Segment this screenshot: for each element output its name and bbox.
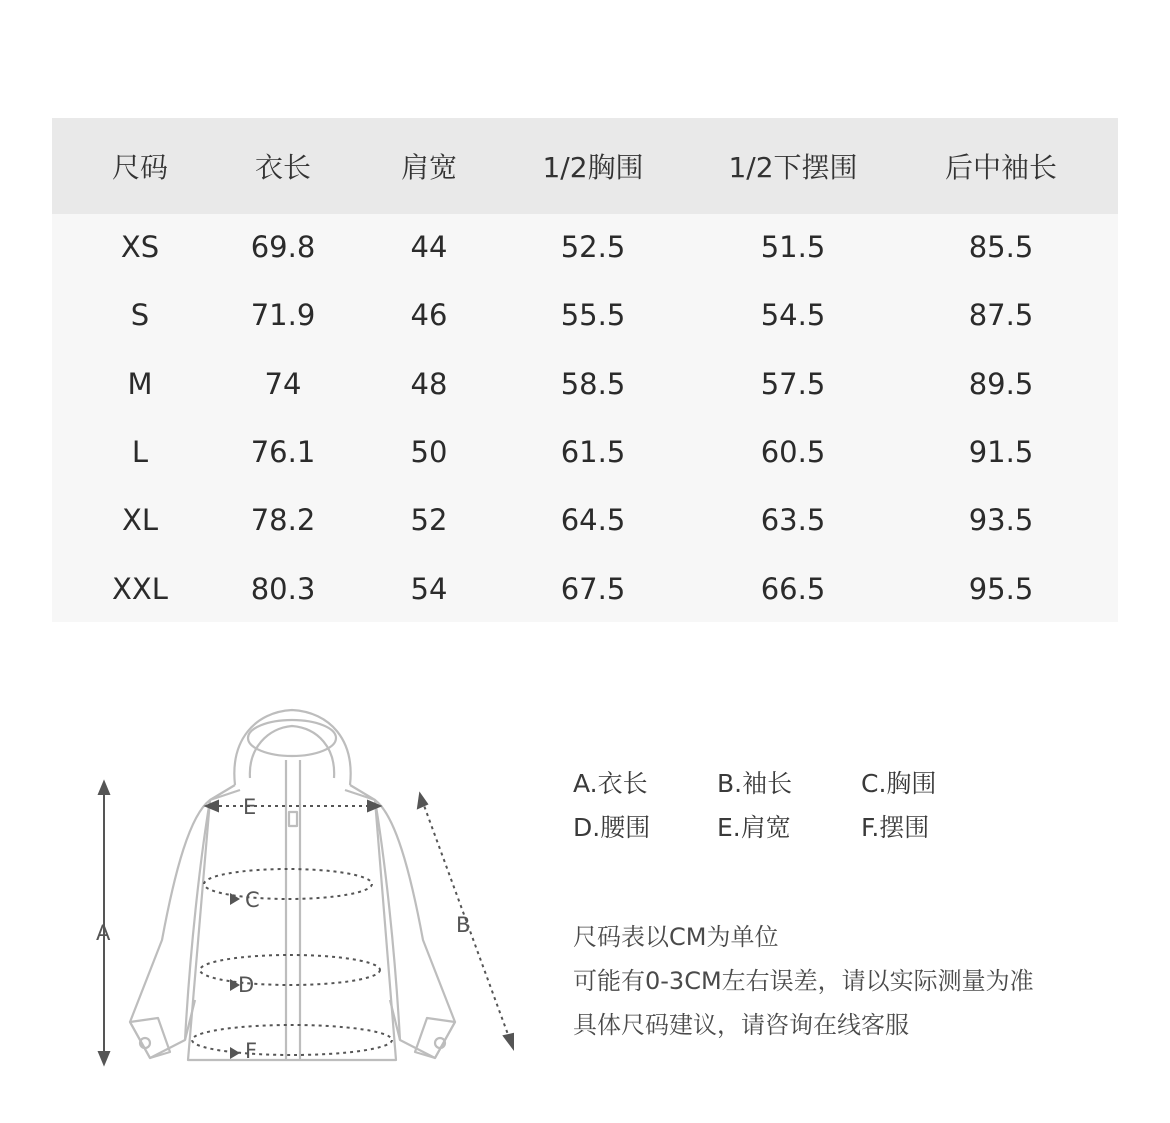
arrowhead-icon [504,1034,513,1048]
label-a: A [96,921,111,945]
label-b: B [456,913,471,937]
cell-half-chest: 58.5 [560,367,626,401]
cell-half-chest: 55.5 [560,298,626,332]
size-table-header [52,118,1118,214]
cell-length: 76.1 [250,435,316,469]
label-d: D [238,973,255,997]
note-tolerance: 可能有0-3CM左右误差，请以实际测量为准 [573,967,1034,995]
cell-half-chest: 64.5 [560,503,626,537]
cell-half-hem: 57.5 [760,367,826,401]
hem-ring [192,1025,392,1055]
legend-b: B.袖长 [717,769,793,798]
cell-shoulder: 50 [410,435,448,469]
cell-half-hem: 66.5 [760,572,826,606]
circumference-rings [192,869,392,1055]
cell-shoulder: 54 [410,572,448,606]
cell-half-hem: 60.5 [760,435,826,469]
cell-shoulder: 48 [410,367,448,401]
label-c: C [245,888,260,912]
cell-sleeve: 85.5 [968,230,1034,264]
jacket-outline [130,710,455,1060]
waist-ring [200,955,380,985]
cell-half-hem: 63.5 [760,503,826,537]
cell-shoulder: 52 [410,503,448,537]
cell-size: L [131,435,149,469]
cell-sleeve: 95.5 [968,572,1034,606]
arrowhead-icon [418,794,427,808]
arrowhead-icon [99,782,109,794]
jacket-diagram [90,700,530,1080]
cell-size: M [127,367,153,401]
label-f: F [245,1039,258,1063]
cell-sleeve: 91.5 [968,435,1034,469]
cell-size: XL [121,503,159,537]
cell-half-chest: 61.5 [560,435,626,469]
cell-length: 80.3 [250,572,316,606]
cell-half-chest: 52.5 [560,230,626,264]
note-service: 具体尺码建议，请咨询在线客服 [573,1011,909,1039]
cell-length: 78.2 [250,503,316,537]
arrowhead-icon [99,1052,109,1064]
legend-d: D.腰围 [573,813,651,842]
legend-f: F.摆围 [861,813,930,842]
label-e: E [243,795,257,819]
arrowhead-icon [230,1047,240,1059]
cell-sleeve: 87.5 [968,298,1034,332]
header-half-hem: 1/2下摆围 [728,151,858,184]
cell-size: XS [120,230,160,264]
header-length: 衣长 [254,151,312,184]
cell-half-chest: 67.5 [560,572,626,606]
legend-a: A.衣长 [573,769,648,798]
legend-c: C.胸围 [861,769,937,798]
size-table [52,118,1118,622]
header-shoulder: 肩宽 [400,151,458,184]
cell-half-hem: 54.5 [760,298,826,332]
cell-length: 69.8 [250,230,316,264]
cell-length: 74 [264,367,302,401]
header-size: 尺码 [111,151,169,184]
cell-length: 71.9 [250,298,316,332]
cell-sleeve: 93.5 [968,503,1034,537]
legend-e: E.肩宽 [717,813,791,842]
cell-size: S [130,298,150,332]
cell-half-hem: 51.5 [760,230,826,264]
header-half-chest: 1/2胸围 [542,151,644,184]
note-unit: 尺码表以CM为单位 [573,923,779,951]
header-sleeve: 后中袖长 [944,151,1058,184]
cell-size: XXL [112,572,168,606]
cell-sleeve: 89.5 [968,367,1034,401]
cell-shoulder: 46 [410,298,448,332]
cell-shoulder: 44 [410,230,448,264]
chest-ring [204,869,372,899]
